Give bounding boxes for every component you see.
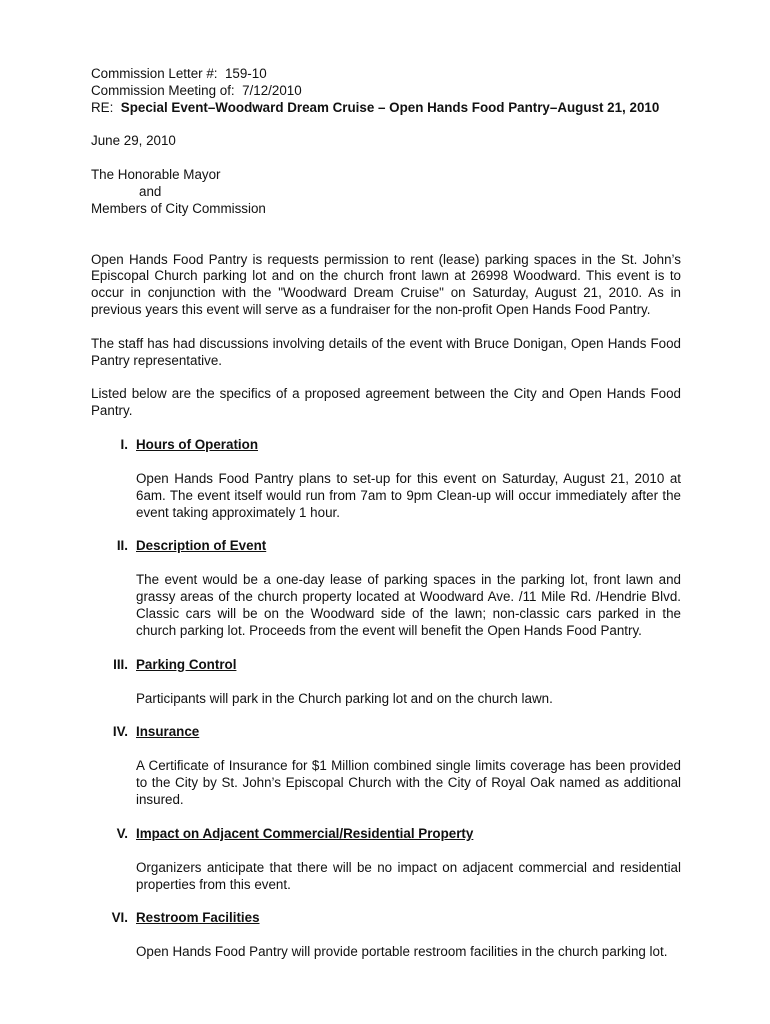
section-description-of-event xyxy=(91,538,681,639)
intro-paragraph-1: Open Hands Food Pantry is requests permission to rent (lease) parking spaces in the St. John’s Episcopal Church parking lot and on the church front lawn at 26998 Woodward. This event is to occur in conjunction with the "Woodward Dream Cruise" on Saturday, August 21, 2010. As in previous years this event will serve as a fundraiser for the non-profit Open Hands Food Pantry. xyxy=(91,251,681,317)
addressee-line-3: Members of City Commission xyxy=(91,200,266,216)
re-label: RE: xyxy=(91,99,114,115)
section-insurance xyxy=(91,724,681,808)
commission-letter-line xyxy=(91,66,681,83)
letter-page xyxy=(91,66,681,961)
section-number: II. xyxy=(116,538,128,554)
section-number: VI. xyxy=(111,910,128,926)
section-body: Organizers anticipate that there will be no impact on adjacent commercial and residential properties from this event. xyxy=(136,859,681,892)
section-restroom-facilities xyxy=(91,910,681,961)
section-parking-control xyxy=(91,657,681,708)
section-title: Hours of Operation xyxy=(136,436,259,452)
section-body: Open Hands Food Pantry plans to set-up for this event on Saturday, August 21, 2010 at 6am. The event itself would run from 7am to 9pm Clean-up will occur immediately after the event taking approximately 1 hour. xyxy=(136,470,681,520)
section-body: The event would be a one-day lease of parking spaces in the parking lot, front lawn and grassy areas of the church property located at Woodward Ave. /11 Mile Rd. /Hendrie Blvd. Classic cars will be on the Woodward side of the lawn; non-classic cars parked in the church parking lot. Proceeds from the event will benefit the Open Hands Food Pantry. xyxy=(136,572,681,638)
intro-paragraph-3: Listed below are the specifics of a proposed agreement between the City and Open Hands Food Pantry. xyxy=(91,386,681,419)
section-title: Restroom Facilities xyxy=(136,910,260,926)
section-title: Insurance xyxy=(136,724,200,740)
letter-number: 159-10 xyxy=(224,66,267,81)
re-line xyxy=(91,100,681,117)
section-number: IV. xyxy=(112,724,128,740)
section-title: Description of Event xyxy=(136,538,267,554)
intro-paragraph-2: The staff has had discussions involving details of the event with Bruce Donigan, Open Hands Food Pantry representative. xyxy=(91,335,681,368)
re-subject: Special Event–Woodward Dream Cruise – Open Hands Food Pantry–August 21, 2010 xyxy=(120,99,660,115)
section-number: I. xyxy=(120,436,128,452)
addressee-line-1: The Honorable Mayor xyxy=(91,167,221,183)
letter-label: Commission Letter #: xyxy=(91,66,218,81)
letter-date: June 29, 2010 xyxy=(91,133,176,149)
meeting-date: 7/12/2010 xyxy=(242,82,302,98)
meeting-label: Commission Meeting of: xyxy=(91,82,235,98)
section-impact-adjacent-property xyxy=(91,826,681,894)
commission-meeting-line xyxy=(91,83,681,100)
section-title: Parking Control xyxy=(136,656,237,672)
section-body: Participants will park in the Church parking lot and on the church lawn. xyxy=(136,690,553,706)
section-number: V. xyxy=(116,825,128,841)
section-hours-of-operation xyxy=(91,437,681,521)
section-body: Open Hands Food Pantry will provide portable restroom facilities in the church parking lot. xyxy=(136,944,668,960)
section-title: Impact on Adjacent Commercial/Residential Property xyxy=(136,825,474,841)
section-number: III. xyxy=(113,656,128,672)
section-body: A Certificate of Insurance for $1 Million combined single limits coverage has been provided to the City by St. John’s Episcopal Church with the City of Royal Oak named as additional insured. xyxy=(136,758,681,807)
addressee-line-2: and xyxy=(139,183,162,199)
